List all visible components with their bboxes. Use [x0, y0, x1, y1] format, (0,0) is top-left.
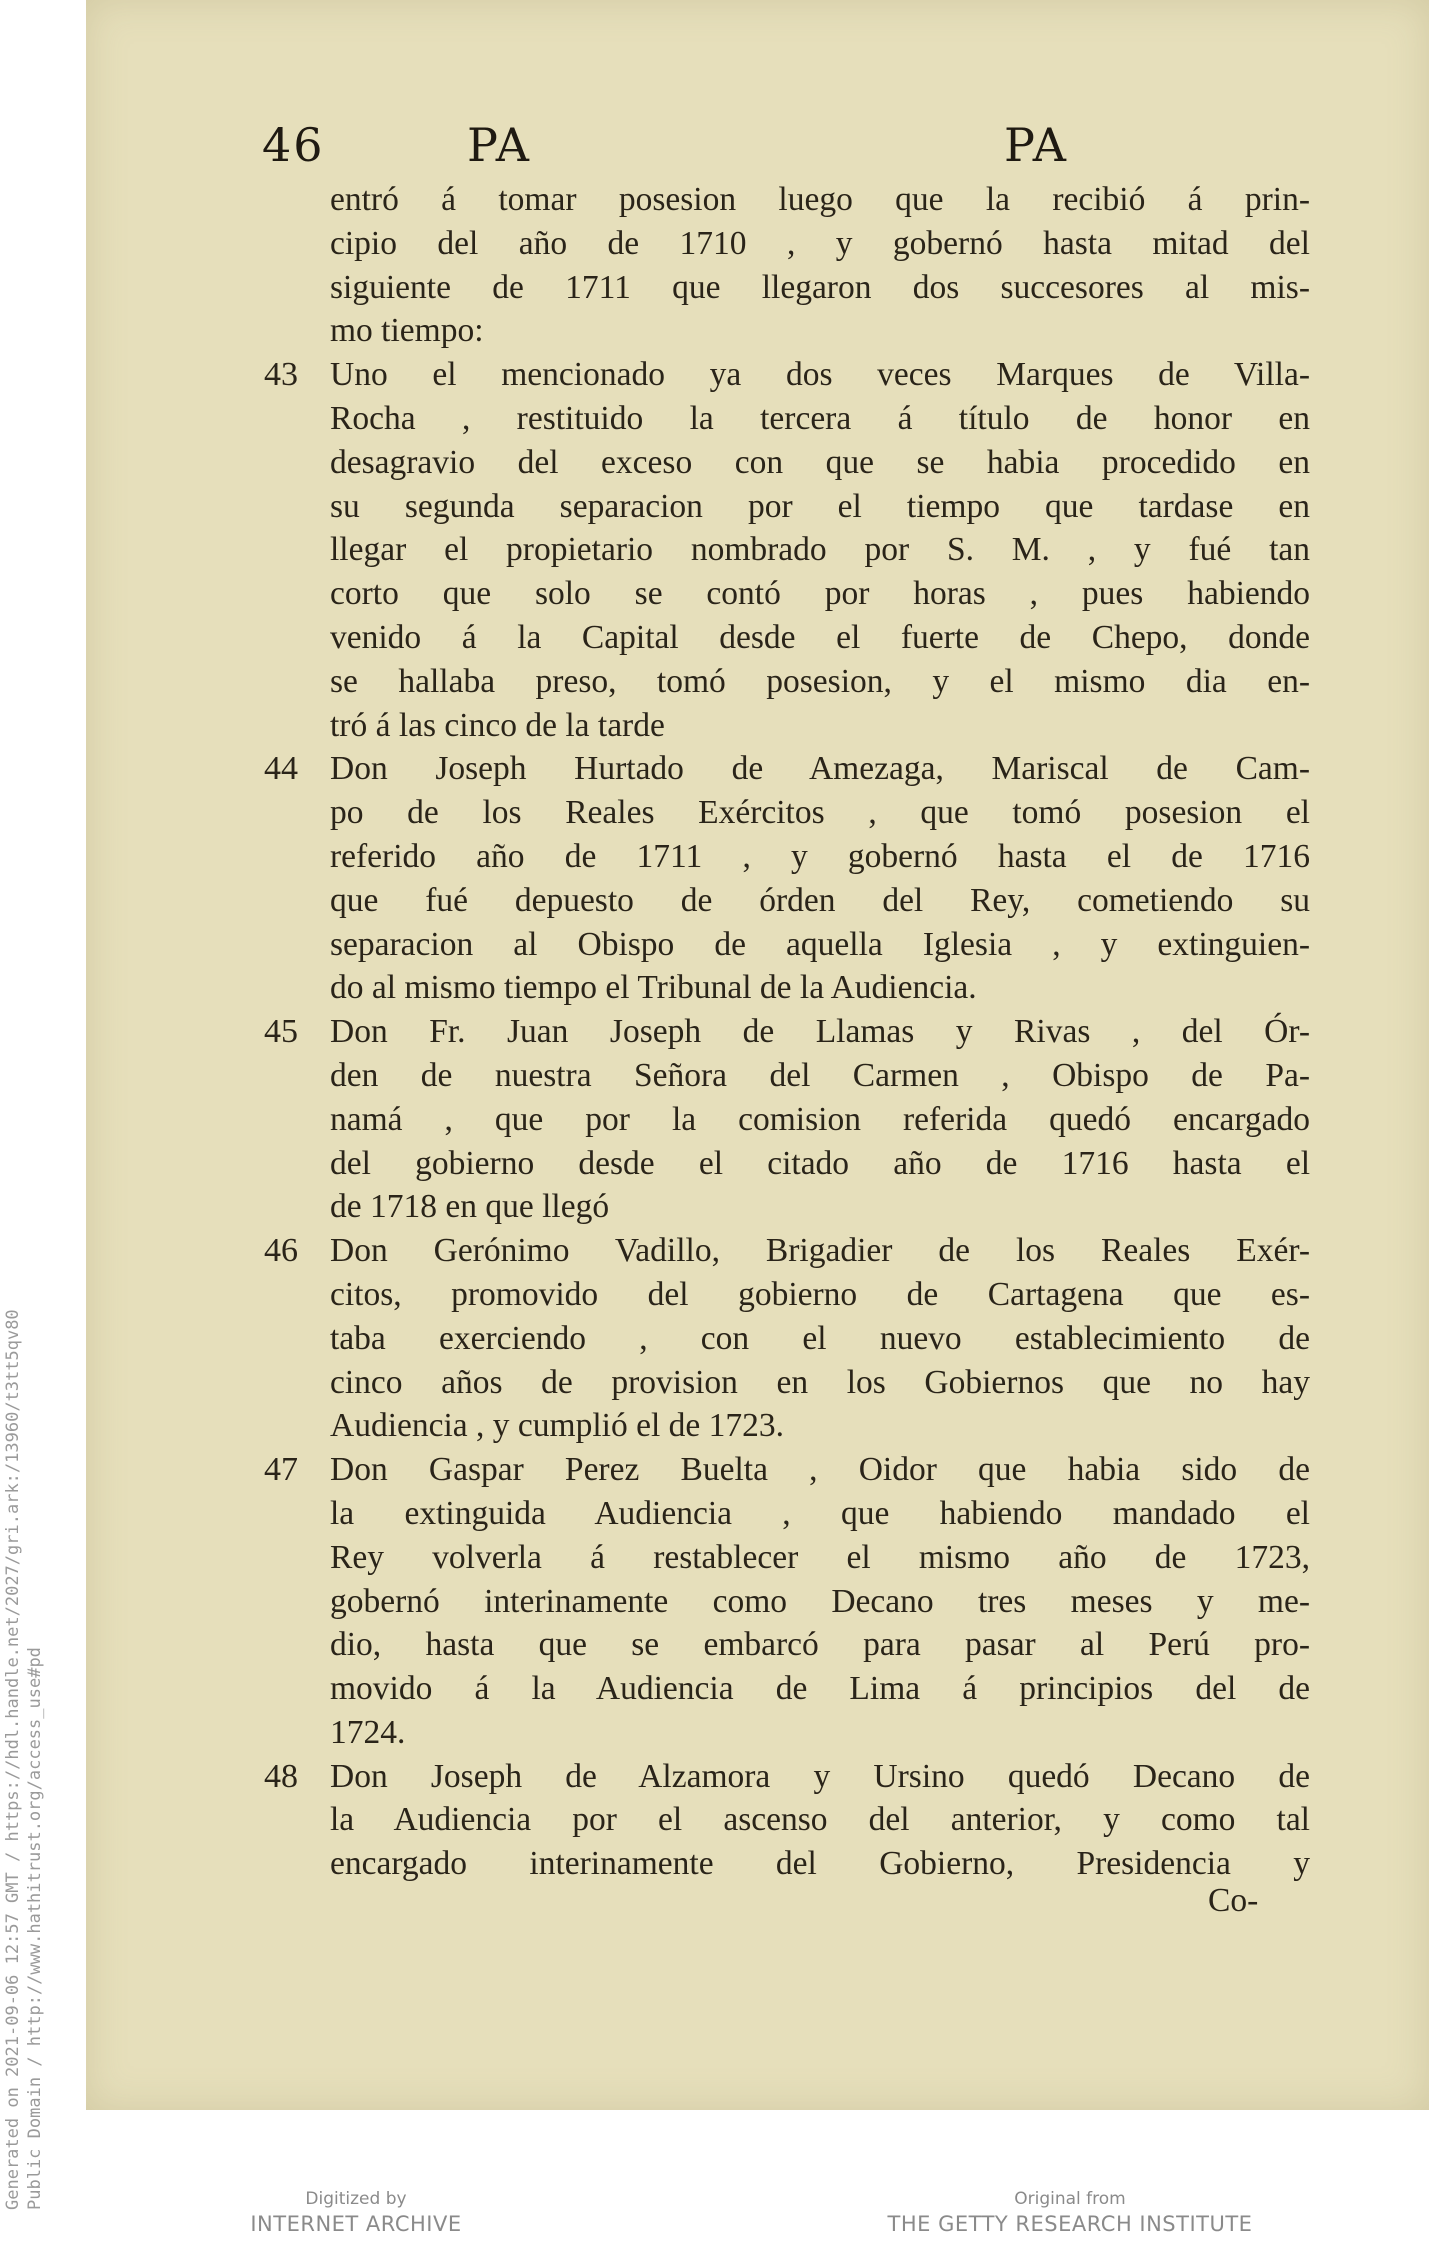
text-line: dio, hasta que se embarcó para pasar al Perú pro- — [330, 1626, 1310, 1664]
page-number: 46 — [262, 118, 325, 172]
text-line: den de nuestra Señora del Carmen , Obispo de Pa- — [330, 1056, 1310, 1094]
credit-name: THE GETTY RESEARCH INSTITUTE — [887, 2212, 1253, 2236]
credit-name: INTERNET ARCHIVE — [250, 2212, 462, 2236]
entry-45 — [250, 1010, 1310, 1229]
text-line: que fué depuesto de órden del Rey, cometiendo su — [330, 881, 1310, 919]
text-line: Don Joseph Hurtado de Amezaga, Mariscal de Cam- — [330, 750, 1310, 788]
intro-paragraph — [250, 178, 1310, 353]
text-line: Don Gerónimo Vadillo, Brigadier de los Reales Exér- — [330, 1232, 1310, 1270]
text-line: Don Fr. Juan Joseph de Llamas y Rivas , del Ór- — [330, 1013, 1310, 1051]
text-line: del gobierno desde el citado año de 1716 hasta el — [330, 1144, 1310, 1182]
text-line: la Audiencia por el ascenso del anterior, y como tal — [330, 1801, 1310, 1839]
stamp-line-2: Public Domain / http://www.hathitrust.org/access_use#pd — [25, 1647, 45, 2210]
entry-number: 47 — [264, 1451, 298, 1489]
text-line: llegar el propietario nombrado por S. M. , y fué tan — [330, 531, 1310, 569]
entry-44 — [250, 747, 1310, 1010]
running-head-right: PA — [1004, 118, 1068, 172]
generation-stamp — [2, 1090, 46, 2210]
text-line: Uno el mencionado ya dos veces Marques de Villa- — [330, 356, 1310, 394]
credit-caption: Digitized by — [305, 2189, 407, 2209]
stamp-line-1: Generated on 2021-09-06 12:57 GMT / https://hdl.handle.net/2027/gri.ark:/13960/t3tt5qv80 — [3, 1309, 23, 2210]
text-line: tró á las cinco de la tarde — [330, 706, 665, 744]
entry-number: 45 — [264, 1013, 298, 1051]
page-body — [250, 178, 1310, 1886]
entry-48 — [250, 1755, 1310, 1886]
text-line: entró á tomar posesion luego que la recibió á prin- — [330, 181, 1310, 218]
text-line: siguiente de 1711 que llegaron dos succesores al mis- — [330, 268, 1310, 306]
text-line: 1724. — [330, 1713, 406, 1751]
text-line: se hallaba preso, tomó posesion, y el mismo dia en- — [330, 662, 1310, 700]
text-line: Don Gaspar Perez Buelta , Oidor que habia sido de — [330, 1451, 1310, 1489]
text-line: cipio del año de 1710 , y gobernó hasta mitad del — [330, 224, 1310, 262]
text-line: referido año de 1711 , y gobernó hasta el de 1716 — [330, 837, 1310, 875]
text-line: do al mismo tiempo el Tribunal de la Audiencia. — [330, 969, 977, 1007]
text-line: de 1718 en que llegó — [330, 1188, 610, 1226]
text-line: desagravio del exceso con que se habia procedido en — [330, 443, 1310, 481]
text-line: movido á la Audiencia de Lima á principios del de — [330, 1670, 1310, 1708]
text-line: encargado interinamente del Gobierno, Presidencia y — [330, 1845, 1310, 1883]
entry-43 — [250, 353, 1310, 747]
text-line: gobernó interinamente como Decano tres meses y me- — [330, 1582, 1310, 1620]
entry-number: 46 — [264, 1232, 298, 1270]
text-line: citos, promovido del gobierno de Cartagena que es- — [330, 1275, 1310, 1313]
entry-46 — [250, 1229, 1310, 1448]
text-line: Audiencia , y cumplió el de 1723. — [330, 1407, 785, 1445]
running-head-left: PA — [467, 118, 531, 172]
original-from-credit — [870, 2188, 1270, 2238]
catchword: Co- — [1208, 1882, 1259, 1919]
text-line: su segunda separacion por el tiempo que tardase en — [330, 487, 1310, 525]
entry-47 — [250, 1448, 1310, 1755]
text-line: Rey volverla á restablecer el mismo año de 1723, — [330, 1538, 1310, 1576]
text-line: venido á la Capital desde el fuerte de Chepo, donde — [330, 618, 1310, 656]
text-line: corto que solo se contó por horas , pues habiendo — [330, 575, 1310, 613]
entry-number: 48 — [264, 1757, 298, 1795]
text-line: separacion al Obispo de aquella Iglesia , y extinguien- — [330, 925, 1310, 963]
digitized-by-credit — [226, 2188, 486, 2238]
text-line: Don Joseph de Alzamora y Ursino quedó Decano de — [330, 1757, 1310, 1795]
text-line: po de los Reales Exércitos , que tomó posesion el — [330, 794, 1310, 832]
text-line: Rocha , restituido la tercera á título de honor en — [330, 399, 1310, 437]
text-line: taba exerciendo , con el nuevo establecimiento de — [330, 1319, 1310, 1357]
text-line: la extinguida Audiencia , que habiendo mandado el — [330, 1494, 1310, 1532]
entry-number: 43 — [264, 356, 298, 394]
text-line: mo tiempo: — [330, 312, 484, 350]
text-line: namá , que por la comision referida quedó encargado — [330, 1100, 1310, 1138]
text-line: cinco años de provision en los Gobiernos que no hay — [330, 1363, 1310, 1401]
entry-number: 44 — [264, 750, 298, 788]
credit-caption: Original from — [1014, 2189, 1126, 2209]
